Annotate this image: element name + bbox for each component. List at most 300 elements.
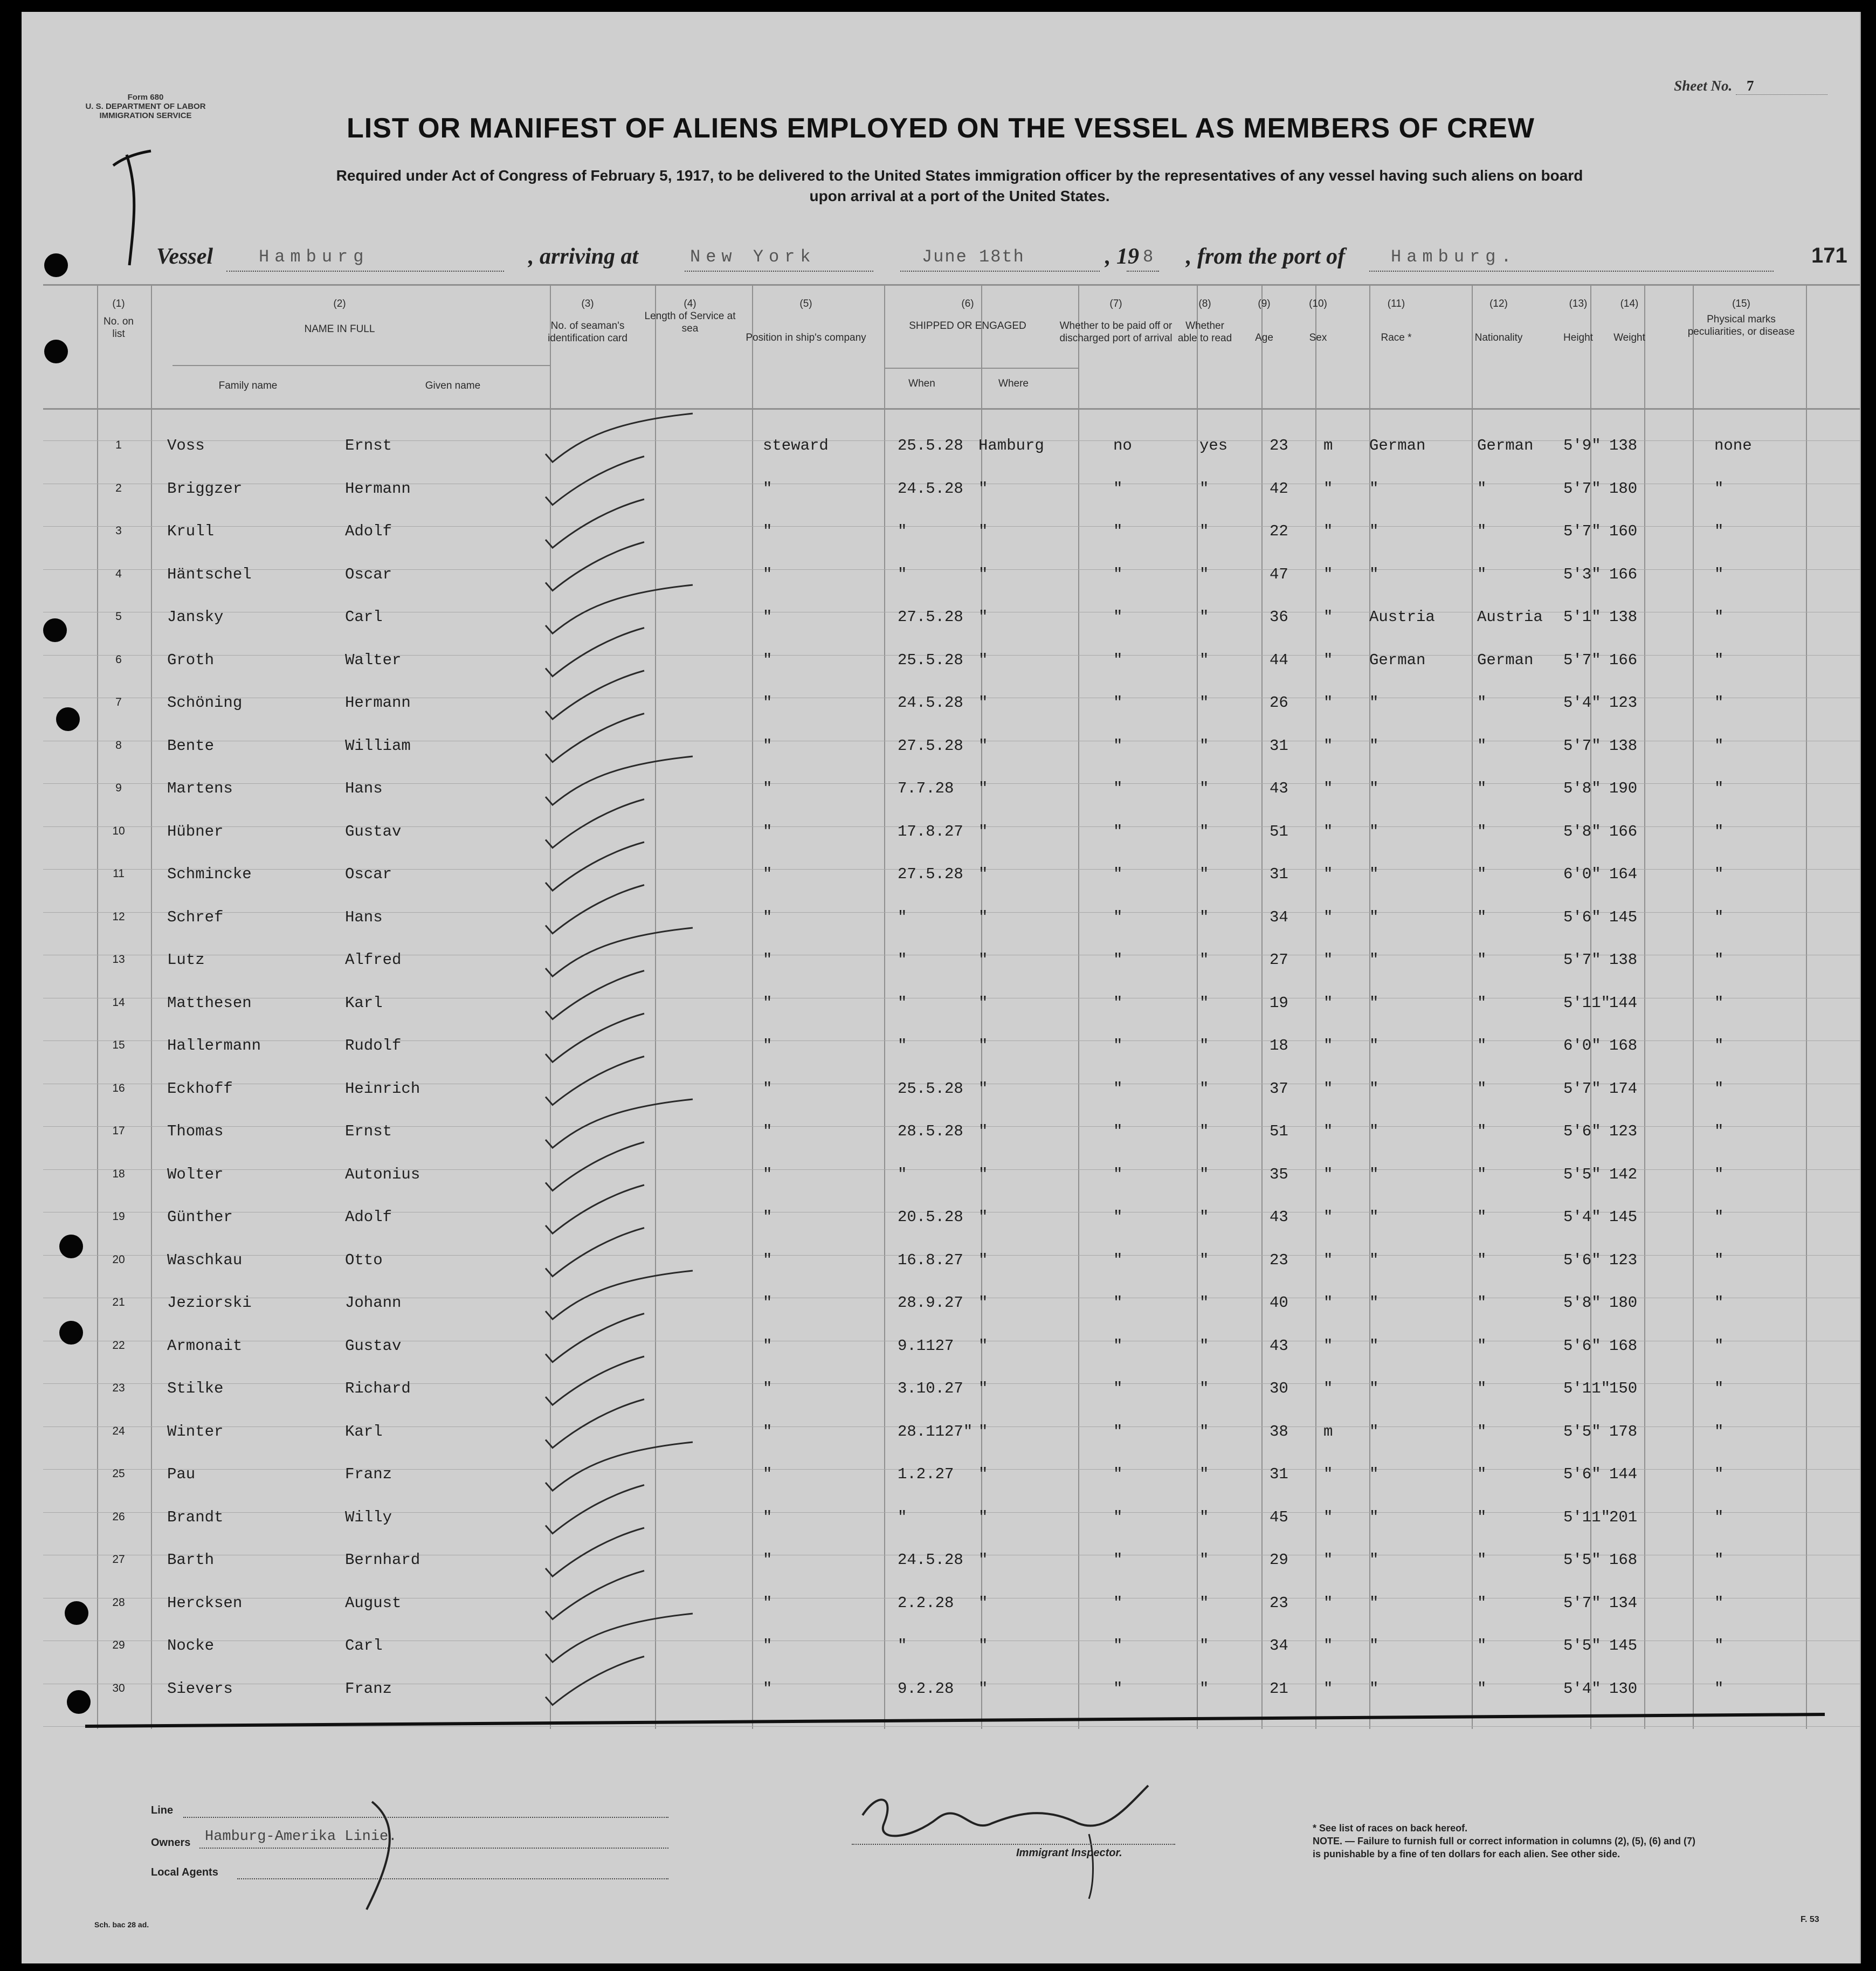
sex: " (1323, 1294, 1333, 1312)
paid-off: " (1113, 1594, 1123, 1612)
row-number: 12 (112, 910, 125, 923)
position: " (763, 1551, 773, 1569)
sex: " (1323, 994, 1333, 1012)
col-number: (13) (1569, 298, 1588, 309)
family-name: Briggzer (167, 479, 243, 498)
able-to-read: " (1199, 1122, 1209, 1140)
race: " (1369, 736, 1379, 755)
shipped-when: 3.10.27 (898, 1380, 963, 1397)
height: 5'3" (1563, 565, 1601, 583)
position: " (763, 1679, 773, 1698)
sex: " (1323, 1251, 1333, 1269)
paid-off: " (1113, 822, 1123, 840)
height: 5'9" (1563, 437, 1601, 454)
paid-off: " (1113, 951, 1123, 969)
paid-off: " (1113, 1336, 1123, 1355)
weight: 138 (1609, 951, 1638, 969)
shipped-when: " (898, 565, 907, 583)
row-number: 4 (115, 567, 122, 580)
col-number: (7) (1109, 298, 1122, 309)
race: " (1369, 1079, 1379, 1098)
family-name: Martens (167, 780, 233, 797)
weight: 160 (1609, 522, 1638, 540)
given-name: Carl (345, 1637, 383, 1655)
row-number: 29 (112, 1639, 125, 1651)
position: " (763, 780, 773, 797)
row-number: 26 (112, 1510, 125, 1523)
col-header-sex: Sex (1309, 332, 1327, 343)
shipped-when: 28.9.27 (898, 1294, 963, 1312)
row-number: 11 (113, 867, 125, 880)
shipped-where: " (978, 694, 988, 712)
row-number: 14 (112, 996, 125, 1009)
pencil-checkmark (546, 928, 693, 976)
local-agents-label: Local Agents (151, 1866, 218, 1878)
given-name: Franz (345, 1679, 392, 1698)
shipped-where: " (978, 1594, 988, 1612)
vessel-name: Hamburg (259, 247, 369, 267)
physical-marks: " (1714, 1508, 1724, 1526)
sex: " (1323, 736, 1333, 755)
col-number: (11) (1387, 298, 1405, 309)
col-header-family: Family name (218, 380, 278, 391)
paid-off: " (1113, 565, 1123, 583)
nationality: " (1477, 1122, 1487, 1140)
col-number: (1) (112, 298, 125, 309)
sex: " (1323, 951, 1333, 969)
pencil-checkmark (546, 1057, 644, 1105)
col-header-position: Position in ship's company (746, 332, 866, 343)
binder-hole (65, 1601, 88, 1625)
pencil-checkmark (546, 1271, 693, 1319)
height: 5'7" (1563, 951, 1601, 969)
height: 5'5" (1563, 1422, 1601, 1441)
age: 47 (1270, 565, 1288, 583)
sheet-label: Sheet No. (1674, 78, 1733, 94)
able-to-read: " (1199, 822, 1209, 840)
sex: m (1323, 1422, 1333, 1441)
binder-hole (59, 1235, 83, 1258)
nationality: " (1477, 1037, 1487, 1055)
position: steward (763, 437, 829, 454)
age: 31 (1270, 1465, 1288, 1483)
nationality: " (1477, 1079, 1487, 1098)
position: " (763, 565, 773, 583)
row-number: 28 (112, 1596, 125, 1609)
given-name: Karl (345, 1422, 383, 1441)
weight: 145 (1609, 1637, 1638, 1655)
shipped-when: " (898, 994, 907, 1012)
shipped-where: " (978, 1037, 988, 1055)
weight: 166 (1609, 822, 1638, 840)
nationality: " (1477, 736, 1487, 755)
nationality: " (1477, 1637, 1487, 1655)
nationality: " (1477, 780, 1487, 797)
family-name: Eckhoff (167, 1079, 233, 1098)
col-header-weight: Weight (1613, 332, 1645, 343)
given-name: Carl (345, 608, 383, 626)
position: " (763, 1380, 773, 1397)
pencil-checkmark (546, 1142, 644, 1191)
paid-off: " (1113, 608, 1123, 626)
sex: " (1323, 1122, 1333, 1140)
closing-rule (85, 1714, 1825, 1726)
pencil-checkmark (546, 1314, 644, 1362)
height: 5'11" (1563, 1508, 1611, 1526)
given-name: Ernst (345, 437, 392, 454)
given-name: Heinrich (345, 1079, 420, 1098)
footnote-penalty: NOTE. — Failure to furnish full or correct information in columns (2), (5), (6) and (7) is punishable by a fine of ten dollars for each alien. See other side. (1313, 1836, 1696, 1859)
row-number: 15 (112, 1039, 125, 1051)
family-name: Brandt (167, 1508, 224, 1526)
shipped-where: " (978, 1380, 988, 1397)
age: 21 (1270, 1679, 1288, 1698)
nationality: " (1477, 951, 1487, 969)
col-number: (14) (1620, 298, 1639, 309)
family-name: Krull (167, 522, 215, 540)
weight: 123 (1609, 694, 1638, 712)
age: 40 (1270, 1294, 1288, 1312)
age: 23 (1270, 1594, 1288, 1612)
height: 5'5" (1563, 1637, 1601, 1655)
nationality: " (1477, 694, 1487, 712)
age: 29 (1270, 1551, 1288, 1569)
nationality: " (1477, 1294, 1487, 1312)
given-name: Hermann (345, 479, 411, 498)
family-name: Armonait (167, 1336, 243, 1355)
family-name: Häntschel (167, 565, 252, 583)
family-name: Groth (167, 651, 215, 669)
weight: 201 (1609, 1508, 1638, 1526)
family-name: Sievers (167, 1679, 233, 1698)
sex: " (1323, 822, 1333, 840)
row-number: 5 (115, 610, 122, 623)
nationality: " (1477, 908, 1487, 926)
col-header-read: Whether able to read (1177, 320, 1232, 344)
given-name: Gustav (345, 1336, 402, 1355)
row-number: 20 (112, 1253, 125, 1266)
age: 31 (1270, 865, 1288, 883)
able-to-read: " (1199, 951, 1209, 969)
paid-off: " (1113, 1679, 1123, 1698)
given-name: Walter (345, 651, 402, 669)
sheet-check-mark (127, 155, 134, 265)
weight: 130 (1609, 1679, 1638, 1698)
physical-marks: " (1714, 1380, 1724, 1397)
shipped-where: " (978, 1251, 988, 1269)
given-name: Karl (345, 994, 383, 1012)
age: 45 (1270, 1508, 1288, 1526)
race: " (1369, 822, 1379, 840)
sex: " (1323, 1508, 1333, 1526)
pencil-checkmark (546, 1228, 644, 1277)
height: 5'8" (1563, 822, 1601, 840)
shipped-where: " (978, 479, 988, 498)
shipped-where: " (978, 1208, 988, 1226)
nationality: " (1477, 1165, 1487, 1183)
col-number: (8) (1198, 298, 1211, 309)
year-suffix: 8 (1143, 247, 1154, 267)
able-to-read: " (1199, 994, 1209, 1012)
physical-marks: " (1714, 1679, 1724, 1698)
height: 5'7" (1563, 1079, 1601, 1098)
sex: " (1323, 908, 1333, 926)
identity-checkmarks (546, 414, 693, 1705)
sex: " (1323, 1079, 1333, 1098)
physical-marks: " (1714, 1079, 1724, 1098)
shipped-where: " (978, 1336, 988, 1355)
age: 22 (1270, 522, 1288, 540)
given-name: Alfred (345, 951, 402, 969)
sex: " (1323, 608, 1333, 626)
given-name: Richard (345, 1380, 411, 1397)
arrival-port: New York (690, 247, 816, 267)
pencil-checkmark (546, 542, 644, 591)
able-to-read: " (1199, 1208, 1209, 1226)
shipped-when: 28.5.28 (898, 1122, 963, 1140)
able-to-read: " (1199, 1508, 1209, 1526)
col-header-nationality: Nationality (1474, 332, 1523, 343)
sheet-value: 7 (1736, 78, 1827, 95)
pencil-checkmark (546, 1356, 644, 1405)
pencil-checkmark (546, 1528, 644, 1576)
physical-marks: " (1714, 608, 1724, 626)
age: 23 (1270, 1251, 1288, 1269)
sex: " (1323, 1208, 1333, 1226)
able-to-read: " (1199, 1165, 1209, 1183)
physical-marks: " (1714, 1465, 1724, 1483)
service-name: IMMIGRATION SERVICE (99, 111, 192, 120)
race: " (1369, 1165, 1379, 1183)
physical-marks: " (1714, 1336, 1724, 1355)
shipped-when: 25.5.28 (898, 437, 963, 454)
shipped-when: 25.5.28 (898, 651, 963, 669)
physical-marks: " (1714, 1122, 1724, 1140)
height: 5'6" (1563, 1122, 1601, 1140)
shipped-when: 24.5.28 (898, 694, 963, 712)
weight: 138 (1609, 608, 1638, 626)
line-underline (183, 1817, 668, 1818)
shipped-where: " (978, 651, 988, 669)
nationality: Austria (1477, 608, 1543, 626)
height: 5'11" (1563, 994, 1611, 1012)
given-name: Oscar (345, 865, 392, 883)
age: 30 (1270, 1380, 1288, 1397)
age: 36 (1270, 608, 1288, 626)
age: 34 (1270, 908, 1288, 926)
weight: 178 (1609, 1422, 1638, 1441)
shipped-when: 7.7.28 (898, 780, 954, 797)
paid-off: " (1113, 1551, 1123, 1569)
row-number: 24 (112, 1424, 125, 1437)
paid-off: " (1113, 1208, 1123, 1226)
page-title: LIST OR MANIFEST OF ALIENS EMPLOYED ON THE VESSEL AS MEMBERS OF CREW (347, 113, 1535, 144)
shipped-where: " (978, 1637, 988, 1655)
shipped-where: " (978, 1465, 988, 1483)
sex: " (1323, 865, 1333, 883)
nationality: " (1477, 1208, 1487, 1226)
family-name: Matthesen (167, 994, 252, 1012)
shipped-where: " (978, 780, 988, 797)
able-to-read: " (1199, 1551, 1209, 1569)
paid-off: " (1113, 479, 1123, 498)
pencil-checkmark (546, 671, 644, 719)
pencil-checkmark (546, 1657, 644, 1705)
shipped-where: " (978, 1079, 988, 1098)
shipped-when: " (898, 1508, 907, 1526)
nationality: " (1477, 522, 1487, 540)
paid-off: " (1113, 651, 1123, 669)
physical-marks: none (1714, 437, 1752, 454)
shipped-when: 16.8.27 (898, 1251, 963, 1269)
age: 31 (1270, 736, 1288, 755)
race: " (1369, 565, 1379, 583)
subtitle-line-1: Required under Act of Congress of February 5, 1917, to be delivered to the United States immigration officer by the representatives of any vessel having such aliens on board (336, 167, 1583, 184)
sex: " (1323, 479, 1333, 498)
binder-hole (56, 707, 80, 731)
sex: m (1323, 437, 1333, 454)
paid-off: " (1113, 1294, 1123, 1312)
race: " (1369, 1508, 1379, 1526)
age: 38 (1270, 1422, 1288, 1441)
pencil-checkmark (546, 585, 693, 633)
position: " (763, 1079, 773, 1098)
pencil-checkmark (546, 1614, 693, 1662)
race: " (1369, 1294, 1379, 1312)
col-header-shipped: SHIPPED OR ENGAGED (909, 320, 1026, 332)
position: " (763, 1294, 773, 1312)
age: 51 (1270, 1122, 1288, 1140)
pencil-checkmark (546, 971, 644, 1019)
able-to-read: " (1199, 1594, 1209, 1612)
able-to-read: " (1199, 651, 1209, 669)
family-name: Schmincke (167, 865, 252, 883)
pencil-checkmark (546, 885, 644, 934)
inspector-label: Immigrant Inspector. (1016, 1847, 1122, 1859)
col-number: (10) (1309, 298, 1327, 309)
sex: " (1323, 1336, 1333, 1355)
sex: " (1323, 1637, 1333, 1655)
sex: " (1323, 1165, 1333, 1183)
nationality: " (1477, 565, 1487, 583)
physical-marks: " (1714, 1251, 1724, 1269)
shipped-when: 25.5.28 (898, 1079, 963, 1098)
position: " (763, 1165, 773, 1183)
race: " (1369, 780, 1379, 797)
weight: 168 (1609, 1551, 1638, 1569)
position: " (763, 1208, 773, 1226)
shipped-where: " (978, 994, 988, 1012)
pencil-checkmark (546, 628, 644, 677)
owners-value: Hamburg-Amerika Linie. (205, 1829, 397, 1845)
nationality: " (1477, 994, 1487, 1012)
vessel-label: Vessel (156, 244, 213, 269)
given-name: Hermann (345, 694, 411, 712)
paid-off: " (1113, 908, 1123, 926)
col-header-when: When (908, 378, 935, 389)
physical-marks: " (1714, 694, 1724, 712)
pencil-checkmark (546, 842, 644, 891)
handwriting-layer (22, 12, 1860, 1963)
height: 5'11" (1563, 1380, 1611, 1397)
physical-marks: " (1714, 822, 1724, 840)
weight: 138 (1609, 437, 1638, 454)
family-name: Thomas (167, 1122, 224, 1140)
family-name: Waschkau (167, 1251, 243, 1269)
shipped-when: 27.5.28 (898, 736, 963, 755)
height: 5'6" (1563, 1251, 1601, 1269)
sex: " (1323, 1551, 1333, 1569)
height: 5'4" (1563, 1679, 1601, 1698)
weight: 145 (1609, 1208, 1638, 1226)
able-to-read: " (1199, 694, 1209, 712)
col-number: (2) (333, 298, 346, 309)
age: 51 (1270, 822, 1288, 840)
owners-underline (199, 1848, 668, 1849)
age: 37 (1270, 1079, 1288, 1098)
pencil-checkmark (546, 1099, 693, 1148)
given-name: Gustav (345, 822, 402, 840)
height: 5'6" (1563, 908, 1601, 926)
pencil-checkmark (546, 800, 644, 848)
position: " (763, 479, 773, 498)
nationality: German (1477, 651, 1534, 669)
position: " (763, 1594, 773, 1612)
col-number: (12) (1489, 298, 1508, 309)
col-header-given: Given name (425, 380, 481, 391)
race: " (1369, 1251, 1379, 1269)
row-number: 19 (112, 1210, 125, 1223)
given-name: William (345, 736, 411, 755)
able-to-read: " (1199, 1294, 1209, 1312)
physical-marks: " (1714, 1551, 1724, 1569)
weight: 180 (1609, 479, 1638, 498)
form-code: F. 53 (1801, 1915, 1819, 1924)
physical-marks: " (1714, 479, 1724, 498)
binder-hole (67, 1690, 91, 1714)
nationality: " (1477, 865, 1487, 883)
paid-off: " (1113, 1037, 1123, 1055)
position: " (763, 694, 773, 712)
family-name: Schref (167, 908, 224, 926)
race: " (1369, 1380, 1379, 1397)
shipped-where: " (978, 522, 988, 540)
race: " (1369, 1336, 1379, 1355)
shipped-when: 9.1127 (898, 1336, 954, 1355)
family-name: Wolter (167, 1165, 224, 1183)
sex: " (1323, 694, 1333, 712)
age: 27 (1270, 951, 1288, 969)
able-to-read: " (1199, 908, 1209, 926)
shipped-when: " (898, 1165, 907, 1183)
form-number: Form 680 (127, 93, 164, 102)
race: " (1369, 1594, 1379, 1612)
able-to-read: " (1199, 1380, 1209, 1397)
weight: 164 (1609, 865, 1638, 883)
shipped-when: 20.5.28 (898, 1208, 963, 1226)
given-name: Bernhard (345, 1551, 420, 1569)
age: 34 (1270, 1637, 1288, 1655)
shipped-where: " (978, 1165, 988, 1183)
nationality: " (1477, 479, 1487, 498)
shipped-when: " (898, 1637, 907, 1655)
race: " (1369, 1037, 1379, 1055)
shipped-where: " (978, 1422, 988, 1441)
height: 5'7" (1563, 479, 1601, 498)
height: 6'0" (1563, 1037, 1601, 1055)
position: " (763, 1465, 773, 1483)
shipped-where: " (978, 565, 988, 583)
